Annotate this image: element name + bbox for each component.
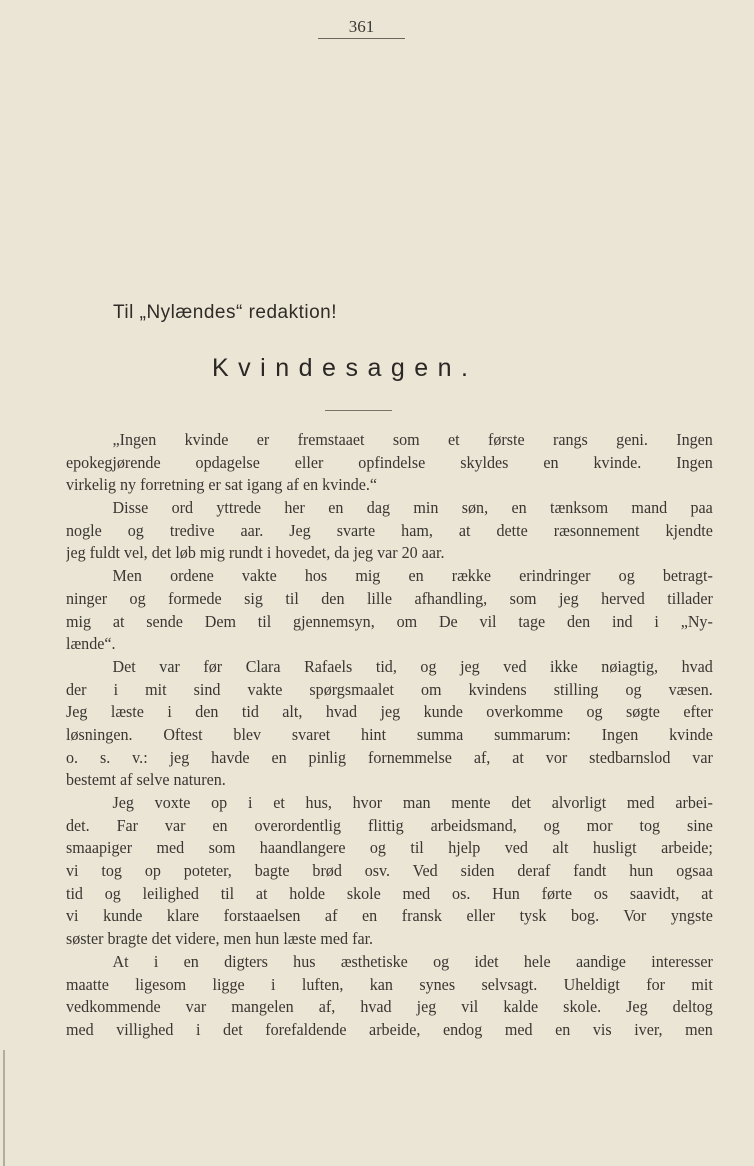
text-line: Disse ord yttrede her en dag min søn, en tænksom mand paa — [112, 498, 713, 518]
text-line: smaapiger med som haandlangere og til hjelp ved alt husligt arbeide; — [66, 838, 713, 858]
text-line: der i mit sind vakte spørgsmaalet om kvindens stilling og væsen. — [66, 679, 713, 699]
text-line: „Ingen kvinde er fremstaaet som et første rangs geni. Ingen — [112, 430, 713, 449]
page-number: 361 — [318, 16, 405, 39]
text-line: o. s. v.: jeg havde en pinlig fornemmelse af, at vor stedbarnslod var — [66, 747, 713, 767]
article-title: Kvindesagen. — [212, 354, 478, 382]
text-line: Jeg læste i den tid alt, hvad jeg kunde overkomme og søgte efter — [66, 702, 713, 722]
text-line: lænde“. — [66, 634, 116, 654]
divider — [325, 410, 392, 411]
text-line: nogle og tredive aar. Jeg svarte ham, at dette ræsonnement kjendte — [66, 520, 713, 540]
text-line: vi tog op poteter, bagte brød osv. Ved siden deraf fandt hun ogsaa — [66, 861, 713, 881]
text-line: vedkommende var mangelen af, hvad jeg vil kalde skole. Jeg deltog — [66, 997, 713, 1017]
salutation: Til „Nylændes“ redaktion! — [113, 302, 338, 323]
text-line: ninger og formede sig til den lille afhandling, som jeg herved tillader — [66, 588, 713, 608]
text-line: jeg fuldt vel, det løb mig rundt i hovedet, da jeg var 20 aar. — [66, 543, 445, 563]
text-line: løsningen. Oftest blev svaret hint summa summarum: Ingen kvinde — [66, 724, 713, 744]
text-line: Jeg voxte op i et hus, hvor man mente det alvorligt med arbei- — [112, 793, 713, 812]
text-line: maatte ligesom ligge i luften, kan synes selvsagt. Uheldigt for mit — [66, 974, 713, 994]
text-line: vi kunde klare forstaaelsen af en fransk eller tysk bog. Vor yngste — [66, 906, 713, 926]
text-line: epokegjørende opdagelse eller opfindelse skyldes en kvinde. Ingen — [66, 452, 713, 472]
text-line: mig at sende Dem til gjennemsyn, om De vil tage den ind i „Ny- — [66, 611, 713, 631]
text-line: søster bragte det videre, men hun læste med far. — [66, 929, 374, 949]
text-line: Men ordene vakte hos mig en række erindringer og betragt- — [112, 566, 713, 586]
text-line: tid og leilighed til at holde skole med os. Hun førte os saavidt, at — [66, 883, 713, 903]
body-text — [66, 429, 713, 1042]
text-line: det. Far var en overordentlig flittig arbeidsmand, og mor tog sine — [66, 815, 713, 835]
text-line: Det var før Clara Rafaels tid, og jeg ved ikke nøiagtig, hvad — [112, 656, 713, 676]
text-line: bestemt af selve naturen. — [66, 770, 226, 790]
text-line: virkelig ny forretning er sat igang af en kvinde.“ — [66, 475, 378, 495]
page-edge — [3, 1050, 5, 1166]
text-line: At i en digters hus æsthetiske og idet hele aandige interesser — [112, 951, 713, 971]
text-line: med villighed i det forefaldende arbeide, endog med en vis iver, men — [66, 1019, 713, 1039]
